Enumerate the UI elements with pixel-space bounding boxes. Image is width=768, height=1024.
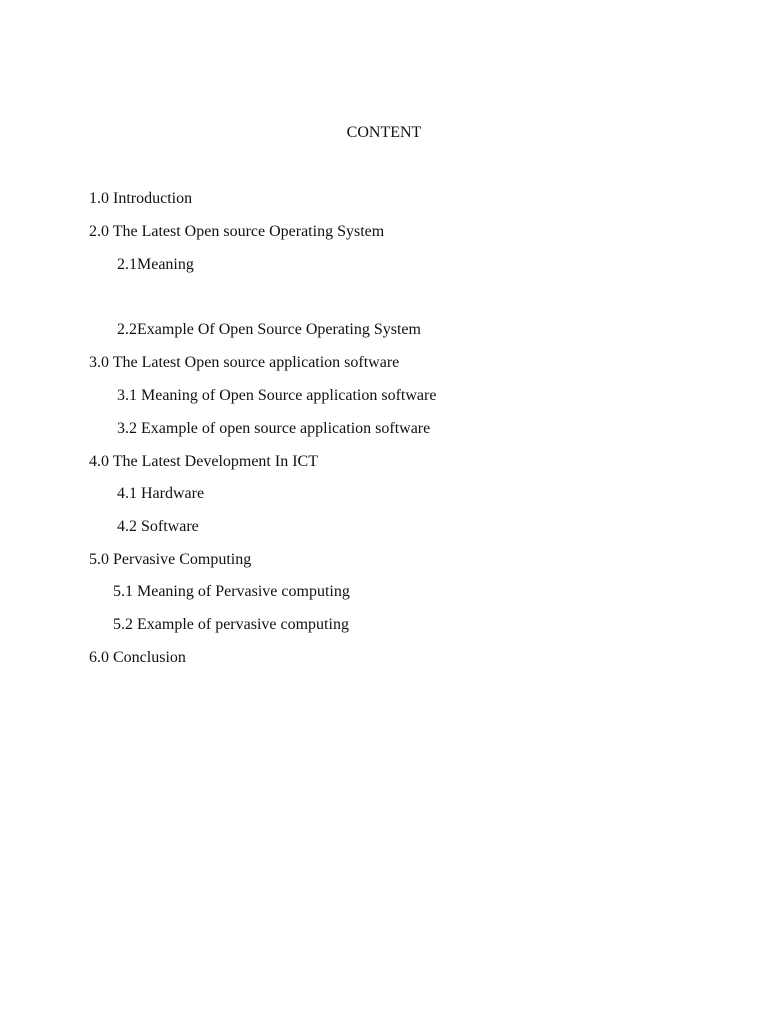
toc-item-2-1: 2.1Meaning xyxy=(117,256,194,273)
toc-item-4-1: 4.1 Hardware xyxy=(117,485,205,502)
toc-item-5-1: 5.1 Meaning of Pervasive computing xyxy=(113,583,350,600)
toc-item-3-1: 3.1 Meaning of Open Source application software xyxy=(117,387,437,404)
page-heading: CONTENT xyxy=(346,124,422,141)
toc-item-5-0: 5.0 Pervasive Computing xyxy=(89,551,252,568)
toc-item-6-0: 6.0 Conclusion xyxy=(89,649,186,666)
toc-item-1-0: 1.0 Introduction xyxy=(89,190,193,207)
toc-item-5-2: 5.2 Example of pervasive computing xyxy=(113,616,349,633)
toc-item-4-0: 4.0 The Latest Development In ICT xyxy=(89,453,318,470)
toc-item-3-0: 3.0 The Latest Open source application software xyxy=(89,354,400,371)
toc-item-2-0: 2.0 The Latest Open source Operating System xyxy=(89,223,385,240)
toc-item-3-2: 3.2 Example of open source application software xyxy=(117,420,431,437)
toc-item-2-2: 2.2Example Of Open Source Operating System xyxy=(117,321,421,338)
toc-item-4-2: 4.2 Software xyxy=(117,518,199,535)
